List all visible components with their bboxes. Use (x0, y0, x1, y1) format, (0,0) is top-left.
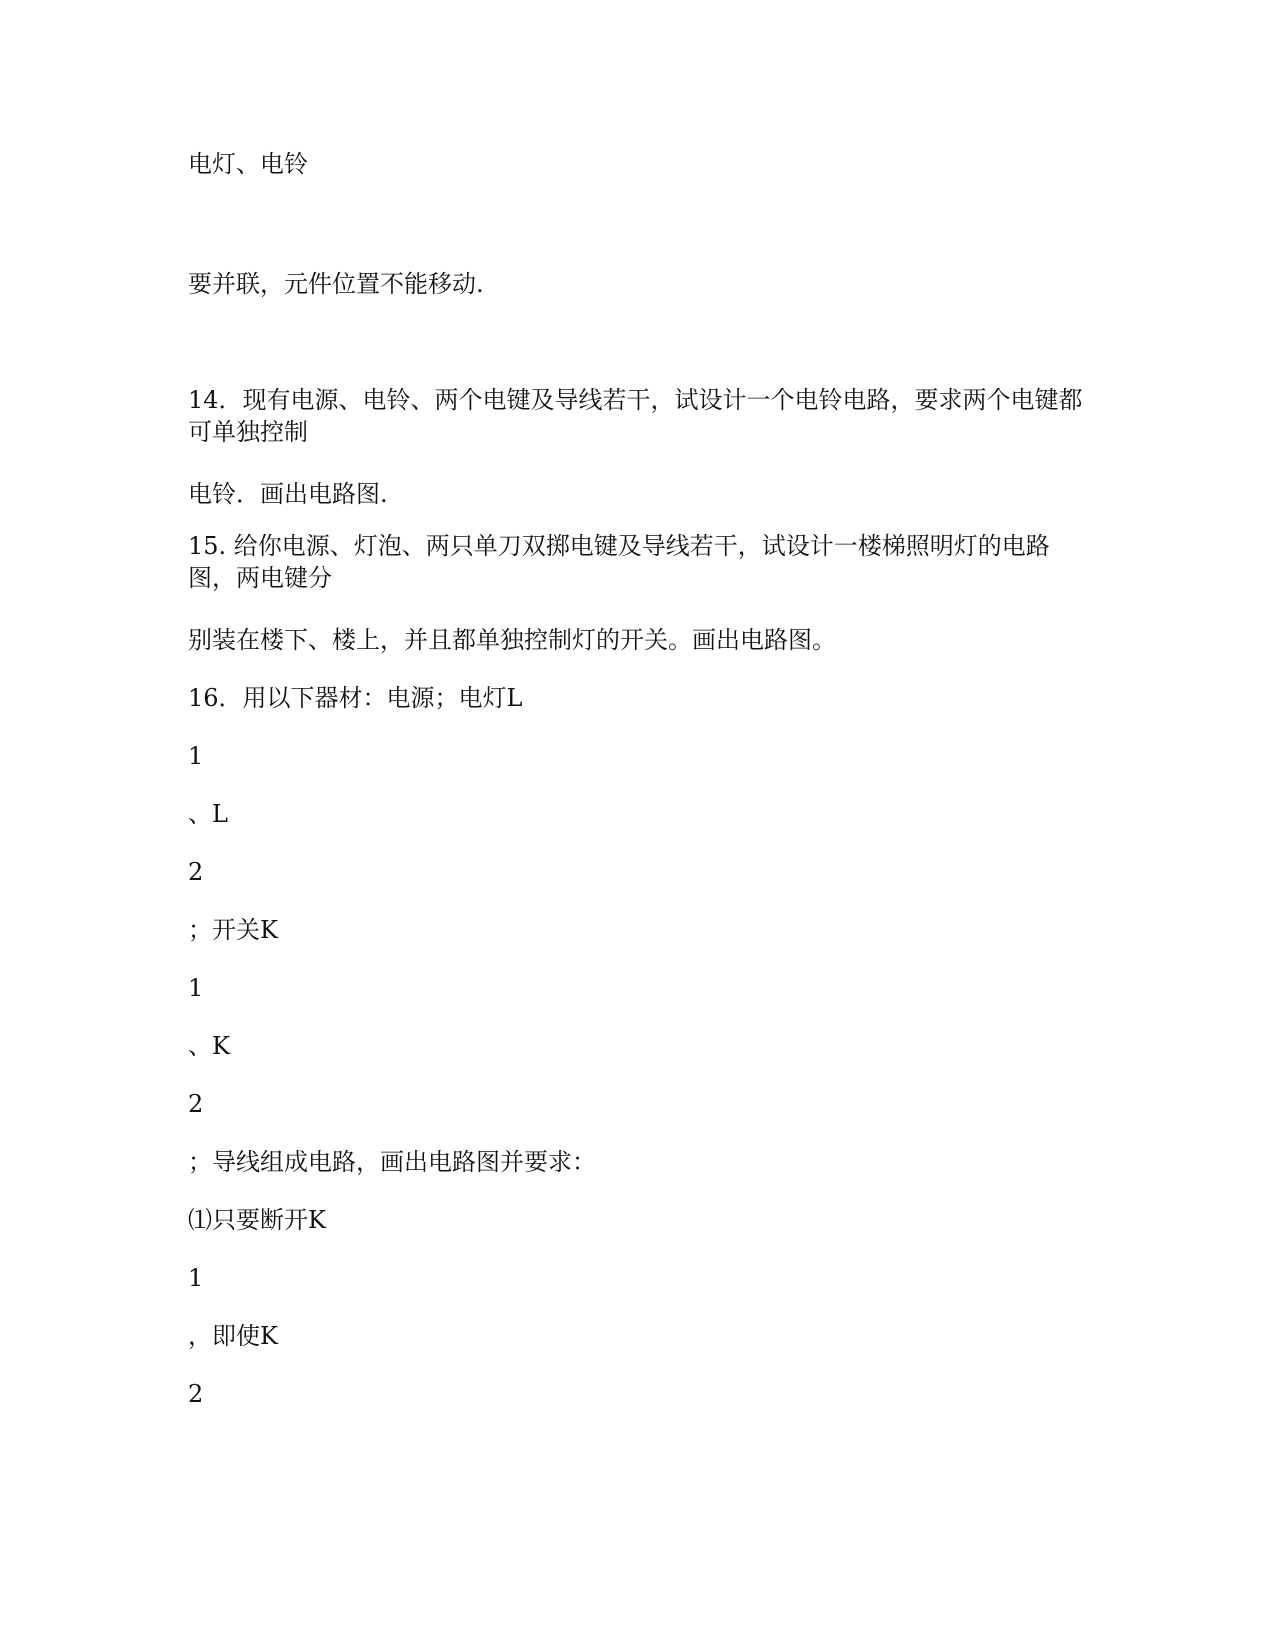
text-line: 1 (188, 1264, 204, 1292)
text-line: 要并联，元件位置不能移动. (188, 270, 484, 298)
text-line: ；开关K (188, 916, 278, 944)
text-line: 2 (188, 1090, 204, 1118)
text-line: ，即使K (188, 1322, 278, 1350)
text-line: 2 (188, 1380, 204, 1408)
text-line: ⑴只要断开K (188, 1206, 326, 1234)
text-line: 、L (188, 800, 228, 828)
text-line: 1 (188, 742, 204, 770)
question-16-text: 16．用以下器材：电源；电灯L (188, 684, 523, 712)
text-line: 电铃．画出电路图. (188, 480, 388, 508)
question-15-text: 15. 给你电源、灯泡、两只单刀双掷电键及导线若干，试设计一楼梯照明灯的电路图，两电键分 (188, 532, 1050, 592)
text-line: 、K (188, 1032, 230, 1060)
text-line: 2 (188, 858, 204, 886)
text-line: 别装在楼下、楼上，并且都单独控制灯的开关。画出电路图。 (188, 626, 836, 654)
text-line: 1 (188, 974, 204, 1002)
question-14-text: 14．现有电源、电铃、两个电键及导线若干，试设计一个电铃电路，要求两个电键都可单独控制 (188, 386, 1083, 446)
text-line: ；导线组成电路，画出电路图并要求： (188, 1148, 596, 1176)
text-line: 电灯、电铃 (188, 150, 308, 178)
